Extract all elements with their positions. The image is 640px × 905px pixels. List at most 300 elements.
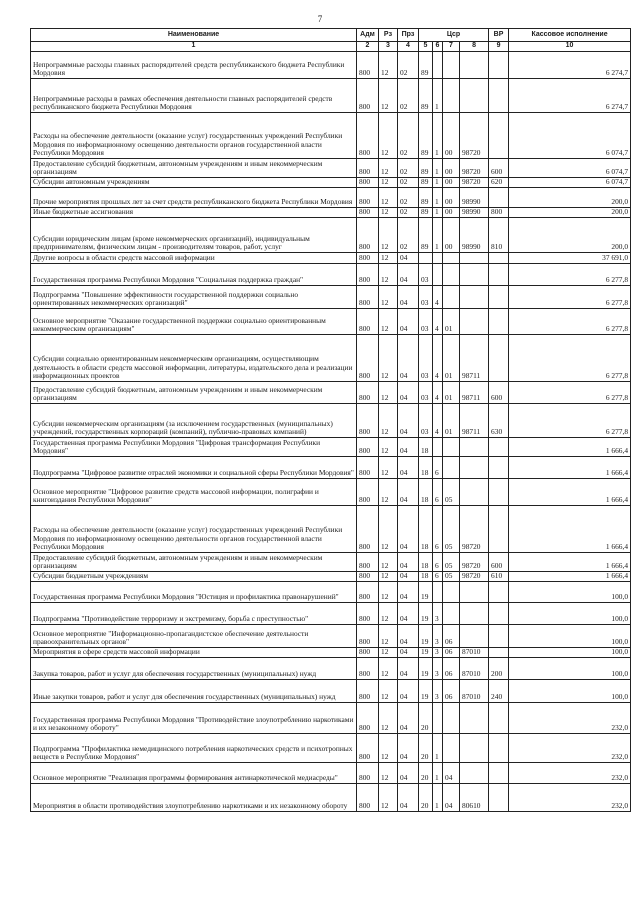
row-rz: 12 xyxy=(379,680,398,703)
row-amount: 6 074,7 xyxy=(509,113,631,159)
row-prz: 04 xyxy=(398,479,419,506)
row-csr-activity: 04 xyxy=(443,763,460,784)
row-csr-activity: 01 xyxy=(443,335,460,382)
row-adm: 800 xyxy=(357,286,379,309)
row-name: Государственная программа Республики Мордовия "Цифровая трансформация Республики Мордовия" xyxy=(31,438,357,457)
row-prz: 04 xyxy=(398,572,419,582)
row-vr xyxy=(489,457,509,479)
row-vr xyxy=(489,264,509,286)
row-csr-program: 19 xyxy=(419,625,433,648)
row-amount: 6 277,8 xyxy=(509,382,631,404)
row-adm: 800 xyxy=(357,188,379,208)
table-row xyxy=(31,784,631,812)
row-name: Мероприятия в области противодействия злоупотреблению наркотиками и их незаконному обороту xyxy=(31,784,357,812)
row-rz: 12 xyxy=(379,335,398,382)
row-csr-program: 18 xyxy=(419,457,433,479)
row-adm: 800 xyxy=(357,784,379,812)
row-adm: 800 xyxy=(357,264,379,286)
row-csr-subprogram: 3 xyxy=(433,603,443,625)
row-vr xyxy=(489,79,509,113)
row-csr-program: 89 xyxy=(419,159,433,178)
table-row xyxy=(31,582,631,603)
row-vr: 600 xyxy=(489,382,509,404)
row-csr-direction: 98990 xyxy=(460,188,489,208)
row-amount: 6 277,8 xyxy=(509,309,631,335)
row-vr xyxy=(489,603,509,625)
row-rz: 12 xyxy=(379,438,398,457)
column-number: 9 xyxy=(489,42,509,52)
row-csr-subprogram: 3 xyxy=(433,648,443,658)
row-csr-activity: 00 xyxy=(443,159,460,178)
row-amount: 232,0 xyxy=(509,784,631,812)
row-rz: 12 xyxy=(379,264,398,286)
header-rz: Рз xyxy=(379,29,398,42)
row-rz: 12 xyxy=(379,286,398,309)
row-vr: 810 xyxy=(489,218,509,253)
row-csr-program: 89 xyxy=(419,178,433,188)
row-csr-subprogram: 1 xyxy=(433,113,443,159)
row-prz: 04 xyxy=(398,457,419,479)
row-name: Подпрограмма "Цифровое развитие отраслей экономики и социальной сферы Республики Мордовия" xyxy=(31,457,357,479)
row-prz: 04 xyxy=(398,382,419,404)
row-rz: 12 xyxy=(379,79,398,113)
row-name: Государственная программа Республики Мордовия "Социальная поддержка граждан" xyxy=(31,264,357,286)
row-vr: 800 xyxy=(489,208,509,218)
row-prz: 02 xyxy=(398,52,419,79)
row-prz: 02 xyxy=(398,178,419,188)
row-csr-activity xyxy=(443,734,460,763)
row-csr-program: 18 xyxy=(419,506,433,553)
column-number: 7 xyxy=(443,42,460,52)
row-csr-activity xyxy=(443,52,460,79)
column-number: 4 xyxy=(398,42,419,52)
row-amount: 100,0 xyxy=(509,658,631,680)
row-rz: 12 xyxy=(379,763,398,784)
row-prz: 04 xyxy=(398,438,419,457)
row-name: Подпрограмма "Противодействие терроризму и экстремизму, борьба с преступностью" xyxy=(31,603,357,625)
row-rz: 12 xyxy=(379,159,398,178)
row-csr-subprogram: 3 xyxy=(433,658,443,680)
row-rz: 12 xyxy=(379,658,398,680)
row-amount: 6 277,8 xyxy=(509,335,631,382)
row-rz: 12 xyxy=(379,625,398,648)
row-name: Основное мероприятие "Цифровое развитие средств массовой информации, полиграфии и книгоиздания Республики Мордовия" xyxy=(31,479,357,506)
row-amount: 6 277,8 xyxy=(509,264,631,286)
row-prz: 04 xyxy=(398,506,419,553)
row-adm: 800 xyxy=(357,479,379,506)
row-name: Расходы на обеспечение деятельности (оказание услуг) государственных учреждений Республики Мордовия по информационному освещению деятельности органов государственной власти Республики Мордовия xyxy=(31,113,357,159)
table-row xyxy=(31,648,631,658)
row-vr xyxy=(489,52,509,79)
row-prz: 04 xyxy=(398,784,419,812)
table-row xyxy=(31,763,631,784)
row-rz: 12 xyxy=(379,703,398,734)
row-prz: 04 xyxy=(398,264,419,286)
row-csr-subprogram xyxy=(433,52,443,79)
row-prz: 04 xyxy=(398,703,419,734)
row-amount: 1 666,4 xyxy=(509,553,631,572)
row-adm: 800 xyxy=(357,253,379,264)
table-row xyxy=(31,734,631,763)
row-csr-program: 89 xyxy=(419,208,433,218)
row-rz: 12 xyxy=(379,553,398,572)
column-number: 10 xyxy=(509,42,631,52)
row-rz: 12 xyxy=(379,382,398,404)
row-rz: 12 xyxy=(379,506,398,553)
row-amount: 1 666,4 xyxy=(509,457,631,479)
row-csr-activity xyxy=(443,253,460,264)
table-row xyxy=(31,188,631,208)
column-number: 2 xyxy=(357,42,379,52)
row-csr-program: 19 xyxy=(419,603,433,625)
row-adm: 800 xyxy=(357,763,379,784)
row-prz: 04 xyxy=(398,404,419,438)
row-csr-direction: 98711 xyxy=(460,404,489,438)
row-csr-subprogram: 4 xyxy=(433,309,443,335)
row-prz: 04 xyxy=(398,603,419,625)
row-prz: 04 xyxy=(398,625,419,648)
row-adm: 800 xyxy=(357,113,379,159)
column-number: 3 xyxy=(379,42,398,52)
row-csr-subprogram: 4 xyxy=(433,382,443,404)
row-adm: 800 xyxy=(357,553,379,572)
row-amount: 6 274,7 xyxy=(509,52,631,79)
row-name: Подпрограмма "Профилактика немедицинского потребления наркотических средств и психотропных веществ в Республике Мордовия" xyxy=(31,734,357,763)
row-prz: 04 xyxy=(398,553,419,572)
row-rz: 12 xyxy=(379,648,398,658)
table-row xyxy=(31,658,631,680)
row-csr-direction: 98990 xyxy=(460,208,489,218)
row-adm: 800 xyxy=(357,79,379,113)
row-rz: 12 xyxy=(379,218,398,253)
row-csr-activity xyxy=(443,703,460,734)
row-name: Предоставление субсидий бюджетным, автономным учреждениям и иным некоммерческим организациям xyxy=(31,382,357,404)
row-amount: 232,0 xyxy=(509,734,631,763)
row-csr-program: 89 xyxy=(419,218,433,253)
row-adm: 800 xyxy=(357,208,379,218)
row-csr-activity: 05 xyxy=(443,506,460,553)
column-number: 8 xyxy=(460,42,489,52)
header-name: Наименование xyxy=(31,29,357,42)
row-amount: 100,0 xyxy=(509,603,631,625)
row-csr-subprogram: 4 xyxy=(433,335,443,382)
row-csr-activity xyxy=(443,603,460,625)
row-csr-subprogram xyxy=(433,438,443,457)
row-prz: 02 xyxy=(398,218,419,253)
row-name: Иные бюджетные ассигнования xyxy=(31,208,357,218)
table-row xyxy=(31,603,631,625)
row-adm: 800 xyxy=(357,734,379,763)
row-prz: 04 xyxy=(398,335,419,382)
header-row xyxy=(31,29,631,42)
row-vr xyxy=(489,506,509,553)
row-vr xyxy=(489,734,509,763)
row-csr-subprogram: 1 xyxy=(433,178,443,188)
row-amount: 6 074,7 xyxy=(509,178,631,188)
row-csr-activity: 00 xyxy=(443,188,460,208)
row-adm: 800 xyxy=(357,218,379,253)
row-csr-direction xyxy=(460,603,489,625)
row-csr-direction: 98720 xyxy=(460,553,489,572)
row-name: Предоставление субсидий бюджетным, автономным учреждениям и иным некоммерческим организациям xyxy=(31,159,357,178)
row-adm: 800 xyxy=(357,648,379,658)
row-vr: 600 xyxy=(489,553,509,572)
row-csr-subprogram: 1 xyxy=(433,763,443,784)
row-name: Основное мероприятие "Реализация программы формирования антинаркотической медиасреды" xyxy=(31,763,357,784)
row-csr-subprogram: 6 xyxy=(433,506,443,553)
column-number: 6 xyxy=(433,42,443,52)
row-amount: 6 274,7 xyxy=(509,79,631,113)
row-csr-direction xyxy=(460,438,489,457)
row-csr-subprogram: 1 xyxy=(433,784,443,812)
row-vr xyxy=(489,763,509,784)
row-name: Мероприятия в сфере средств массовой информации xyxy=(31,648,357,658)
row-rz: 12 xyxy=(379,253,398,264)
row-csr-direction: 98711 xyxy=(460,382,489,404)
row-csr-direction xyxy=(460,457,489,479)
row-rz: 12 xyxy=(379,457,398,479)
row-prz: 02 xyxy=(398,79,419,113)
row-csr-activity: 05 xyxy=(443,553,460,572)
row-csr-subprogram xyxy=(433,264,443,286)
table-row xyxy=(31,52,631,79)
row-name: Субсидии автономным учреждениям xyxy=(31,178,357,188)
row-csr-program: 18 xyxy=(419,438,433,457)
row-adm: 800 xyxy=(357,625,379,648)
table-row xyxy=(31,178,631,188)
row-csr-subprogram: 6 xyxy=(433,479,443,506)
row-prz: 02 xyxy=(398,159,419,178)
table-row xyxy=(31,703,631,734)
row-csr-activity: 00 xyxy=(443,113,460,159)
row-prz: 04 xyxy=(398,734,419,763)
row-csr-activity xyxy=(443,438,460,457)
row-vr xyxy=(489,335,509,382)
row-csr-direction xyxy=(460,479,489,506)
row-csr-activity: 04 xyxy=(443,784,460,812)
row-name: Субсидии социально ориентированным некоммерческим организациям, осуществляющим деятельность в области средств массовой информации, литературы, издательского дела и реализации информационных проектов xyxy=(31,335,357,382)
row-csr-activity: 06 xyxy=(443,680,460,703)
row-csr-activity xyxy=(443,457,460,479)
table-row xyxy=(31,457,631,479)
row-csr-direction xyxy=(460,253,489,264)
row-rz: 12 xyxy=(379,188,398,208)
row-adm: 800 xyxy=(357,404,379,438)
row-csr-direction xyxy=(460,52,489,79)
row-csr-direction: 98720 xyxy=(460,113,489,159)
row-csr-subprogram: 1 xyxy=(433,208,443,218)
row-prz: 04 xyxy=(398,286,419,309)
row-csr-activity: 05 xyxy=(443,479,460,506)
row-vr xyxy=(489,784,509,812)
row-csr-program: 19 xyxy=(419,648,433,658)
row-adm: 800 xyxy=(357,582,379,603)
row-vr xyxy=(489,188,509,208)
row-rz: 12 xyxy=(379,113,398,159)
row-csr-activity: 06 xyxy=(443,658,460,680)
row-csr-direction: 87010 xyxy=(460,648,489,658)
row-vr xyxy=(489,286,509,309)
row-csr-subprogram: 4 xyxy=(433,286,443,309)
row-adm: 800 xyxy=(357,680,379,703)
row-name: Субсидии некоммерческим организациям (за исключением государственных (муниципальных) учреждений, государственных корпораций (компаний), публично-правовых компаний) xyxy=(31,404,357,438)
row-amount: 1 666,4 xyxy=(509,506,631,553)
row-csr-program: 18 xyxy=(419,553,433,572)
table-row xyxy=(31,159,631,178)
table-row xyxy=(31,506,631,553)
row-csr-direction xyxy=(460,582,489,603)
row-csr-subprogram: 3 xyxy=(433,625,443,648)
table-row xyxy=(31,286,631,309)
row-rz: 12 xyxy=(379,603,398,625)
row-csr-subprogram: 1 xyxy=(433,79,443,113)
row-rz: 12 xyxy=(379,572,398,582)
row-csr-program: 18 xyxy=(419,572,433,582)
row-adm: 800 xyxy=(357,52,379,79)
row-csr-program: 03 xyxy=(419,286,433,309)
row-csr-program: 03 xyxy=(419,404,433,438)
row-csr-subprogram xyxy=(433,253,443,264)
row-amount: 200,0 xyxy=(509,188,631,208)
row-vr xyxy=(489,625,509,648)
row-csr-program: 03 xyxy=(419,264,433,286)
row-csr-direction: 98720 xyxy=(460,178,489,188)
table-row xyxy=(31,113,631,159)
row-prz: 02 xyxy=(398,208,419,218)
row-csr-direction: 98720 xyxy=(460,572,489,582)
row-csr-direction xyxy=(460,79,489,113)
table-row xyxy=(31,264,631,286)
column-number: 5 xyxy=(419,42,433,52)
row-adm: 800 xyxy=(357,703,379,734)
header-adm: Адм xyxy=(357,29,379,42)
row-adm: 800 xyxy=(357,457,379,479)
row-vr xyxy=(489,479,509,506)
row-csr-direction xyxy=(460,309,489,335)
row-csr-direction xyxy=(460,264,489,286)
row-csr-program: 89 xyxy=(419,52,433,79)
row-adm: 800 xyxy=(357,309,379,335)
row-csr-subprogram: 1 xyxy=(433,188,443,208)
row-name: Закупка товаров, работ и услуг для обеспечения государственных (муниципальных) нужд xyxy=(31,658,357,680)
row-adm: 800 xyxy=(357,178,379,188)
row-rz: 12 xyxy=(379,208,398,218)
row-csr-program xyxy=(419,253,433,264)
row-name: Другие вопросы в области средств массовой информации xyxy=(31,253,357,264)
row-csr-activity xyxy=(443,286,460,309)
row-csr-direction: 80610 xyxy=(460,784,489,812)
row-prz: 04 xyxy=(398,763,419,784)
row-csr-activity xyxy=(443,264,460,286)
row-amount: 1 666,4 xyxy=(509,479,631,506)
row-name: Непрограммные расходы в рамках обеспечения деятельности главных распорядителей средств республиканского бюджета Республики Мордовия xyxy=(31,79,357,113)
row-adm: 800 xyxy=(357,335,379,382)
row-name: Государственная программа Республики Мордовия "Юстиция и профилактика правонарушений" xyxy=(31,582,357,603)
row-rz: 12 xyxy=(379,178,398,188)
row-prz: 04 xyxy=(398,309,419,335)
row-amount: 200,0 xyxy=(509,208,631,218)
row-csr-program: 89 xyxy=(419,79,433,113)
row-name: Непрограммные расходы главных распорядителей средств республиканского бюджета Республики Мордовия xyxy=(31,52,357,79)
row-csr-activity: 00 xyxy=(443,218,460,253)
row-amount: 100,0 xyxy=(509,680,631,703)
row-csr-subprogram: 6 xyxy=(433,457,443,479)
row-csr-subprogram: 1 xyxy=(433,159,443,178)
row-csr-direction: 98711 xyxy=(460,335,489,382)
row-rz: 12 xyxy=(379,582,398,603)
row-csr-direction: 87010 xyxy=(460,680,489,703)
row-name: Расходы на обеспечение деятельности (оказание услуг) государственных учреждений Республики Мордовия по информационному освещению деятельности органов государственной власти Республики Мордовия xyxy=(31,506,357,553)
row-amount: 232,0 xyxy=(509,763,631,784)
row-csr-direction xyxy=(460,625,489,648)
row-vr: 610 xyxy=(489,572,509,582)
row-prz: 04 xyxy=(398,658,419,680)
row-vr xyxy=(489,648,509,658)
row-csr-program: 03 xyxy=(419,382,433,404)
table-row xyxy=(31,438,631,457)
table-row xyxy=(31,382,631,404)
row-adm: 800 xyxy=(357,603,379,625)
table-row xyxy=(31,680,631,703)
row-amount: 6 277,8 xyxy=(509,404,631,438)
row-amount: 100,0 xyxy=(509,625,631,648)
table-row xyxy=(31,625,631,648)
row-csr-activity: 01 xyxy=(443,404,460,438)
row-csr-program: 20 xyxy=(419,703,433,734)
row-csr-direction: 98720 xyxy=(460,506,489,553)
row-adm: 800 xyxy=(357,159,379,178)
row-csr-program: 18 xyxy=(419,479,433,506)
row-csr-program: 89 xyxy=(419,113,433,159)
row-csr-program: 19 xyxy=(419,658,433,680)
row-amount: 1 666,4 xyxy=(509,572,631,582)
row-adm: 800 xyxy=(357,506,379,553)
header-vr: ВР xyxy=(489,29,509,42)
row-amount: 6 277,8 xyxy=(509,286,631,309)
row-csr-activity: 00 xyxy=(443,208,460,218)
row-vr xyxy=(489,113,509,159)
table-row xyxy=(31,208,631,218)
column-number-row xyxy=(31,42,631,52)
row-csr-subprogram: 1 xyxy=(433,734,443,763)
row-csr-direction xyxy=(460,763,489,784)
row-csr-direction xyxy=(460,734,489,763)
row-name: Подпрограмма "Повышение эффективности государственной поддержки социально ориентированных некоммерческих организаций" xyxy=(31,286,357,309)
header-csr: Цср xyxy=(419,29,489,42)
row-amount: 37 691,0 xyxy=(509,253,631,264)
row-vr xyxy=(489,438,509,457)
row-csr-subprogram: 1 xyxy=(433,218,443,253)
table-row xyxy=(31,218,631,253)
row-csr-subprogram: 6 xyxy=(433,572,443,582)
row-csr-activity: 05 xyxy=(443,572,460,582)
row-csr-direction xyxy=(460,286,489,309)
row-adm: 800 xyxy=(357,572,379,582)
row-csr-direction: 87010 xyxy=(460,658,489,680)
row-vr: 630 xyxy=(489,404,509,438)
row-csr-subprogram: 3 xyxy=(433,680,443,703)
table-row xyxy=(31,404,631,438)
row-csr-program: 19 xyxy=(419,680,433,703)
row-name: Прочие мероприятия прошлых лет за счет средств республиканского бюджета Республики Мордовия xyxy=(31,188,357,208)
row-csr-subprogram xyxy=(433,582,443,603)
row-csr-program: 20 xyxy=(419,734,433,763)
row-csr-direction xyxy=(460,703,489,734)
row-csr-program: 03 xyxy=(419,335,433,382)
row-name: Основное мероприятие "Информационно-пропагандистское обеспечение деятельности правоохранительных органов" xyxy=(31,625,357,648)
row-name: Иные закупки товаров, работ и услуг для обеспечения государственных (муниципальных) нужд xyxy=(31,680,357,703)
row-vr xyxy=(489,253,509,264)
